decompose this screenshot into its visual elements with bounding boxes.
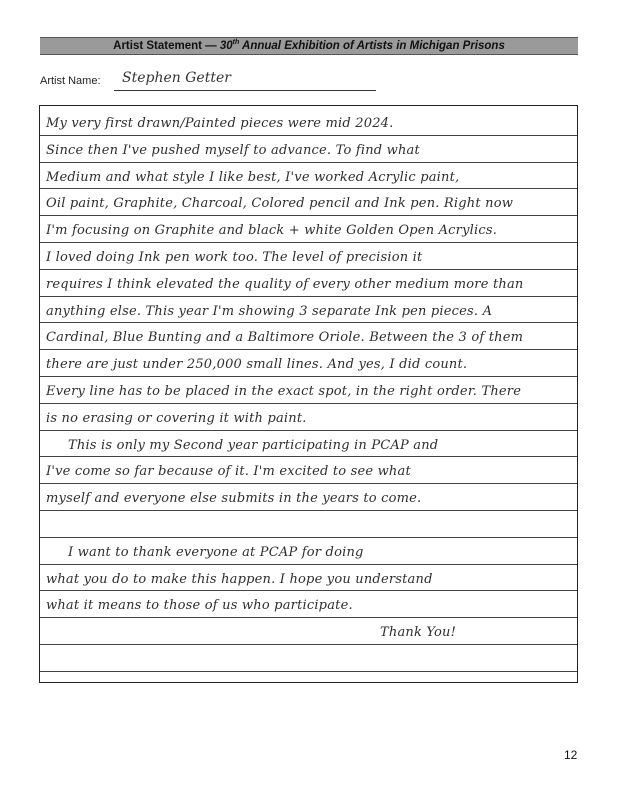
ruled-line	[40, 135, 577, 136]
ruled-line	[40, 617, 577, 618]
ruled-line	[40, 322, 577, 323]
ruled-line	[40, 188, 577, 189]
ruled-line	[40, 242, 577, 243]
statement-line: Medium and what style I like best, I've worked Acrylic paint,	[46, 169, 460, 185]
ruled-line	[40, 376, 577, 377]
ruled-line	[40, 483, 577, 484]
ruled-line	[40, 590, 577, 591]
ruled-line	[40, 269, 577, 270]
statement-line: there are just under 250,000 small lines. And yes, I did count.	[46, 357, 468, 373]
statement-line: I've come so far because of it. I'm excited to see what	[46, 464, 411, 480]
artist-name-label: Artist Name:	[40, 75, 101, 87]
statement-line: what you do to make this happen. I hope you understand	[46, 571, 433, 587]
statement-line: Oil paint, Graphite, Charcoal, Colored pencil and Ink pen. Right now	[46, 196, 514, 212]
ruled-line	[40, 215, 577, 216]
artist-name-row	[40, 70, 380, 93]
statement-line: myself and everyone else submits in the years to come.	[46, 491, 422, 507]
ruled-line	[40, 349, 577, 350]
statement-line: I'm focusing on Graphite and black + white Golden Open Acrylics.	[46, 223, 498, 239]
statement-line: Every line has to be placed in the exact spot, in the right order. There	[46, 384, 522, 399]
header-ordinal-number: 30	[219, 40, 233, 52]
header-ordinal	[220, 40, 239, 52]
statement-line: Cardinal, Blue Bunting and a Baltimore Oriole. Between the 3 of them	[46, 330, 524, 346]
artist-name-value: Stephen Getter	[122, 70, 231, 86]
statement-line: anything else. This year I'm showing 3 separate Ink pen pieces. A	[46, 303, 493, 319]
header-bar	[40, 37, 578, 55]
ruled-line	[40, 296, 577, 297]
ruled-line	[40, 430, 577, 431]
statement-line: is no erasing or covering it with paint.	[46, 410, 307, 426]
ruled-line	[40, 162, 577, 163]
statement-line: I want to thank everyone at PCAP for doing	[68, 544, 364, 560]
ruled-line	[40, 510, 577, 511]
ruled-line	[40, 403, 577, 404]
ruled-line	[40, 564, 577, 565]
header-title: Annual Exhibition of Artists in Michigan Prisons	[239, 40, 505, 52]
statement-box	[39, 105, 578, 683]
statement-line: This is only my Second year participating in PCAP and	[68, 437, 439, 453]
header-ordinal-suffix: th	[232, 39, 240, 47]
statement-line: Thank You!	[380, 625, 457, 641]
statement-line: what it means to those of us who participate.	[46, 598, 353, 614]
ruled-line	[40, 644, 577, 645]
page-number: 12	[564, 748, 578, 762]
ruled-line	[40, 456, 577, 457]
ruled-line	[40, 671, 577, 672]
header-prefix: Artist Statement —	[113, 40, 220, 52]
artist-name-underline	[114, 90, 376, 91]
statement-line: My very first drawn/Painted pieces were mid 2024.	[46, 116, 394, 131]
ruled-line	[40, 537, 577, 538]
statement-line: requires I think elevated the quality of every other medium more than	[46, 276, 524, 292]
statement-line: I loved doing Ink pen work too. The level of precision it	[46, 250, 423, 265]
statement-line: Since then I've pushed myself to advance. To find what	[46, 142, 420, 158]
